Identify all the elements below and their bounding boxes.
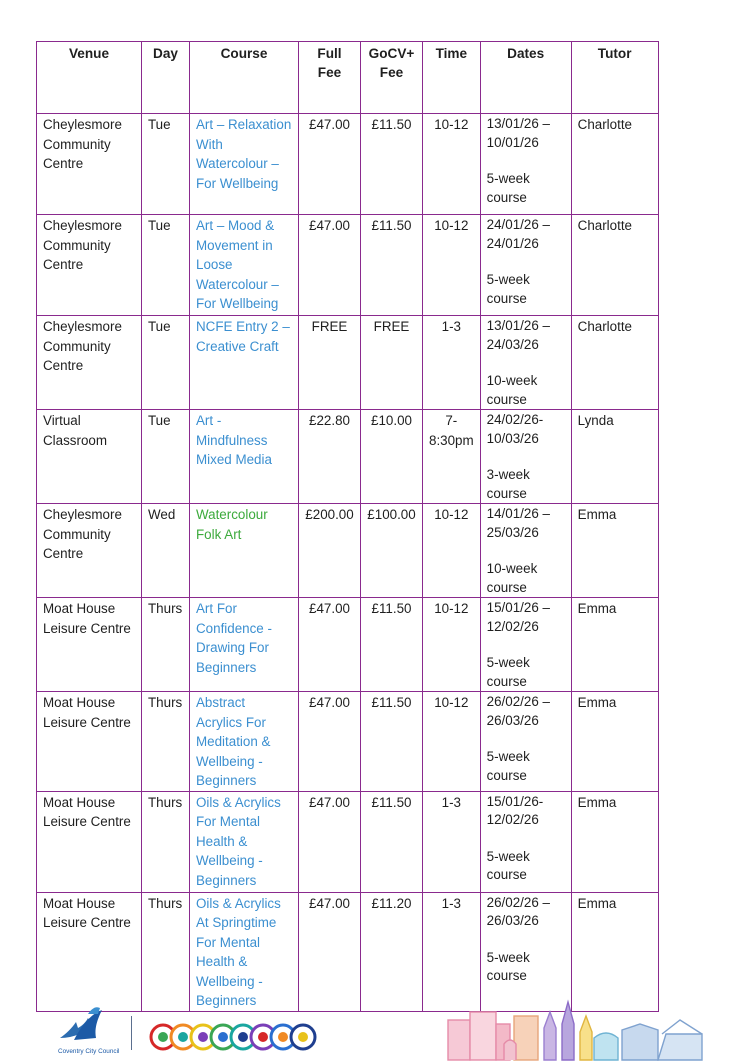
course-rows (37, 114, 659, 1012)
date-spacer (487, 931, 565, 949)
table-row (37, 504, 659, 598)
dates-cell (480, 598, 571, 692)
date-range: 15/01/26 – 12/02/26 (486, 600, 550, 634)
time-cell: 10-12 (423, 215, 481, 316)
time-cell: 10-12 (423, 692, 481, 792)
course-duration: 5-week course (486, 749, 530, 783)
day-cell: Thurs (142, 598, 190, 692)
header-row (37, 42, 659, 114)
date-range: 14/01/26 – 25/03/26 (486, 506, 550, 540)
full-fee-cell: £47.00 (299, 215, 361, 316)
venue-cell: Cheylesmore Community Centre (37, 215, 142, 316)
course-duration: 10-week course (486, 561, 538, 595)
dates-cell (480, 692, 571, 792)
day-cell: Thurs (142, 791, 190, 892)
table-row (37, 692, 659, 792)
course-duration: 5-week course (486, 949, 530, 983)
tutor-cell: Emma (571, 504, 658, 598)
header-venue: Venue (37, 42, 142, 114)
tutor-cell: Emma (571, 692, 658, 792)
date-spacer (487, 636, 565, 654)
venue-cell: Moat House Leisure Centre (37, 692, 142, 792)
course-duration: 5-week course (486, 272, 530, 306)
dates-cell (480, 410, 571, 504)
table-row (37, 410, 659, 504)
date-range: 26/02/26 – 26/03/26 (486, 694, 550, 728)
full-fee-cell: £47.00 (299, 892, 361, 1011)
full-fee-cell: FREE (299, 316, 361, 410)
gocv-fee-cell: £11.50 (361, 692, 423, 792)
dates-cell (480, 504, 571, 598)
time-cell: 7-8:30pm (423, 410, 481, 504)
course-link[interactable]: Art For Confidence - Drawing For Beginners (190, 598, 299, 692)
header-dates: Dates (480, 42, 571, 114)
full-fee-cell: £47.00 (299, 692, 361, 792)
dates-cell (480, 215, 571, 316)
gocv-fee-cell: £11.50 (361, 791, 423, 892)
day-cell: Thurs (142, 692, 190, 792)
teal-logo-center (238, 1032, 248, 1042)
date-spacer (487, 448, 565, 466)
venue-cell: Cheylesmore Community Centre (37, 504, 142, 598)
dates-cell (480, 791, 571, 892)
header-gocv-fee: GoCV+ Fee (361, 42, 423, 114)
navy-logo-center (298, 1032, 308, 1042)
full-fee-cell: £47.00 (299, 791, 361, 892)
gocv-fee-cell: £11.50 (361, 114, 423, 215)
council-logo-text: Coventry City Council (58, 1048, 120, 1055)
day-cell: Tue (142, 316, 190, 410)
date-range: 15/01/26- 12/02/26 (486, 793, 544, 827)
venue-cell: Moat House Leisure Centre (37, 598, 142, 692)
course-link[interactable]: Abstract Acrylics For Meditation & Wellbeing - Beginners (190, 692, 299, 792)
course-duration: 5-week course (486, 848, 530, 882)
course-link[interactable]: Watercolour Folk Art (190, 504, 299, 598)
day-cell: Thurs (142, 892, 190, 1011)
tutor-cell: Emma (571, 892, 658, 1011)
course-schedule-table (36, 41, 659, 1012)
date-spacer (487, 253, 565, 271)
date-range: 24/01/26 – 24/01/26 (486, 217, 550, 251)
day-cell: Tue (142, 410, 190, 504)
date-spacer (487, 542, 565, 560)
table-row (37, 215, 659, 316)
table-row (37, 598, 659, 692)
course-duration: 5-week course (486, 171, 530, 205)
date-range: 26/02/26 – 26/03/26 (486, 894, 550, 928)
red-logo-center (158, 1032, 168, 1042)
table-row (37, 316, 659, 410)
course-link[interactable]: Art – Relaxation With Watercolour – For Wellbeing (190, 114, 299, 215)
header-day: Day (142, 42, 190, 114)
time-cell: 1-3 (423, 316, 481, 410)
header-tutor: Tutor (571, 42, 658, 114)
tutor-cell: Emma (571, 791, 658, 892)
tutor-cell: Charlotte (571, 114, 658, 215)
full-fee-cell: £47.00 (299, 114, 361, 215)
partner-circle-logos (148, 1022, 318, 1052)
course-link[interactable]: NCFE Entry 2 – Creative Craft (190, 316, 299, 410)
time-cell: 10-12 (423, 598, 481, 692)
venue-cell: Virtual Classroom (37, 410, 142, 504)
yellow-logo-center (198, 1032, 208, 1042)
venue-cell: Cheylesmore Community Centre (37, 316, 142, 410)
course-link[interactable]: Art – Mood & Movement in Loose Watercolour – For Wellbeing (190, 215, 299, 316)
full-fee-cell: £47.00 (299, 598, 361, 692)
dates-cell (480, 316, 571, 410)
coventry-skyline-illustration (444, 998, 706, 1062)
gocv-fee-cell: £11.50 (361, 598, 423, 692)
footer-divider (131, 1016, 132, 1050)
green-logo-center (218, 1032, 228, 1042)
coventry-city-council-logo (52, 998, 122, 1058)
tutor-cell: Lynda (571, 410, 658, 504)
day-cell: Tue (142, 215, 190, 316)
table-row (37, 791, 659, 892)
header-course: Course (190, 42, 299, 114)
tutor-cell: Charlotte (571, 316, 658, 410)
time-cell: 1-3 (423, 791, 481, 892)
date-range: 13/01/26 – 24/03/26 (486, 318, 550, 352)
tutor-cell: Emma (571, 598, 658, 692)
course-link[interactable]: Art - Mindfulness Mixed Media (190, 410, 299, 504)
full-fee-cell: £200.00 (299, 504, 361, 598)
full-fee-cell: £22.80 (299, 410, 361, 504)
venue-cell: Moat House Leisure Centre (37, 892, 142, 1011)
course-duration: 5-week course (486, 655, 530, 689)
header-time: Time (423, 42, 481, 114)
gocv-fee-cell: £100.00 (361, 504, 423, 598)
violet-logo-center (258, 1032, 268, 1042)
gocv-fee-cell: £10.00 (361, 410, 423, 504)
date-spacer (487, 152, 565, 170)
gocv-fee-cell: £11.50 (361, 215, 423, 316)
blue-logo-center (278, 1032, 288, 1042)
venue-cell: Moat House Leisure Centre (37, 791, 142, 892)
date-range: 24/02/26- 10/03/26 (486, 412, 544, 446)
course-link[interactable]: Oils & Acrylics For Mental Health & Wellbeing - Beginners (190, 791, 299, 892)
table-row (37, 114, 659, 215)
page-footer (0, 990, 750, 1062)
date-spacer (487, 830, 565, 848)
orange-logo-center (178, 1032, 188, 1042)
day-cell: Tue (142, 114, 190, 215)
date-spacer (487, 354, 565, 372)
course-duration: 3-week course (486, 467, 530, 501)
gocv-fee-cell: FREE (361, 316, 423, 410)
gocv-fee-cell: £11.20 (361, 892, 423, 1011)
header-full-fee: Full Fee (299, 42, 361, 114)
time-cell: 1-3 (423, 892, 481, 1011)
time-cell: 10-12 (423, 114, 481, 215)
date-spacer (487, 730, 565, 748)
course-duration: 10-week course (486, 373, 538, 407)
dates-cell (480, 114, 571, 215)
venue-cell: Cheylesmore Community Centre (37, 114, 142, 215)
date-range: 13/01/26 – 10/01/26 (486, 116, 550, 150)
day-cell: Wed (142, 504, 190, 598)
time-cell: 10-12 (423, 504, 481, 598)
tutor-cell: Charlotte (571, 215, 658, 316)
course-link[interactable]: Oils & Acrylics At Springtime For Mental Health & Wellbeing - Beginners (190, 892, 299, 1011)
